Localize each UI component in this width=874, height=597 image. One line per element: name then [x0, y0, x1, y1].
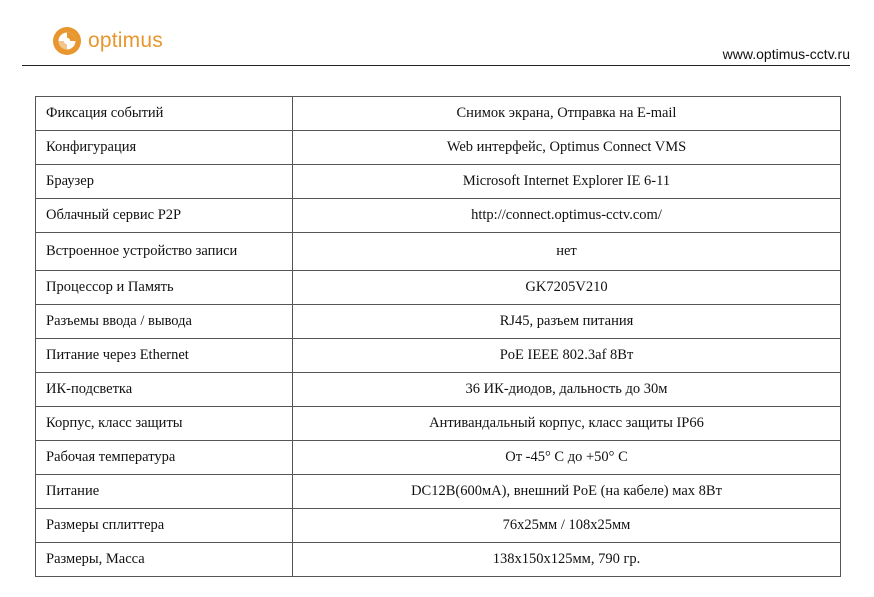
specifications-table — [35, 96, 841, 577]
spec-label: ИК-подсветка — [36, 373, 293, 407]
spec-label: Встроенное устройство записи — [36, 233, 293, 271]
website-url: www.optimus-cctv.ru — [722, 46, 850, 62]
spec-label: Питание — [36, 475, 293, 509]
spec-value: Web интерфейс, Optimus Connect VMS — [293, 131, 841, 165]
spec-label: Фиксация событий — [36, 97, 293, 131]
spec-value: GK7205V210 — [293, 271, 841, 305]
spec-value: http://connect.optimus-cctv.com/ — [293, 199, 841, 233]
spec-label: Питание через Ethernet — [36, 339, 293, 373]
optimus-logo-icon — [52, 26, 82, 56]
spec-label: Разъемы ввода / вывода — [36, 305, 293, 339]
brand-name: optimus — [88, 29, 163, 52]
table-row — [36, 339, 841, 373]
spec-value: RJ45, разъем питания — [293, 305, 841, 339]
spec-label: Рабочая температура — [36, 441, 293, 475]
table-row — [36, 233, 841, 271]
table-row — [36, 373, 841, 407]
spec-value: DC12В(600мА), внешний PoE (на кабеле) мах 8Вт — [293, 475, 841, 509]
spec-value: нет — [293, 233, 841, 271]
table-row — [36, 305, 841, 339]
table-row — [36, 271, 841, 305]
spec-value: Снимок экрана, Отправка на E-mail — [293, 97, 841, 131]
brand-logo — [52, 26, 163, 56]
table-row — [36, 199, 841, 233]
spec-value: Microsoft Internet Explorer IE 6-11 — [293, 165, 841, 199]
spec-value: 138х150х125мм, 790 гр. — [293, 543, 841, 577]
spec-value: PoE IEEE 802.3af 8Вт — [293, 339, 841, 373]
spec-label: Размеры, Масса — [36, 543, 293, 577]
spec-value: От -45° С до +50° С — [293, 441, 841, 475]
spec-value: 76х25мм / 108х25мм — [293, 509, 841, 543]
table-row — [36, 97, 841, 131]
table-row — [36, 543, 841, 577]
table-row — [36, 475, 841, 509]
spec-label: Облачный сервис P2P — [36, 199, 293, 233]
spec-label: Корпус, класс защиты — [36, 407, 293, 441]
table-row — [36, 509, 841, 543]
spec-label: Конфигурация — [36, 131, 293, 165]
table-row — [36, 407, 841, 441]
spec-value: 36 ИК-диодов, дальность до 30м — [293, 373, 841, 407]
table-row — [36, 165, 841, 199]
spec-label: Процессор и Память — [36, 271, 293, 305]
header-divider — [22, 65, 850, 66]
table-row — [36, 131, 841, 165]
spec-label: Размеры сплиттера — [36, 509, 293, 543]
spec-value: Антивандальный корпус, класс защиты IP66 — [293, 407, 841, 441]
table-row — [36, 441, 841, 475]
spec-label: Браузер — [36, 165, 293, 199]
